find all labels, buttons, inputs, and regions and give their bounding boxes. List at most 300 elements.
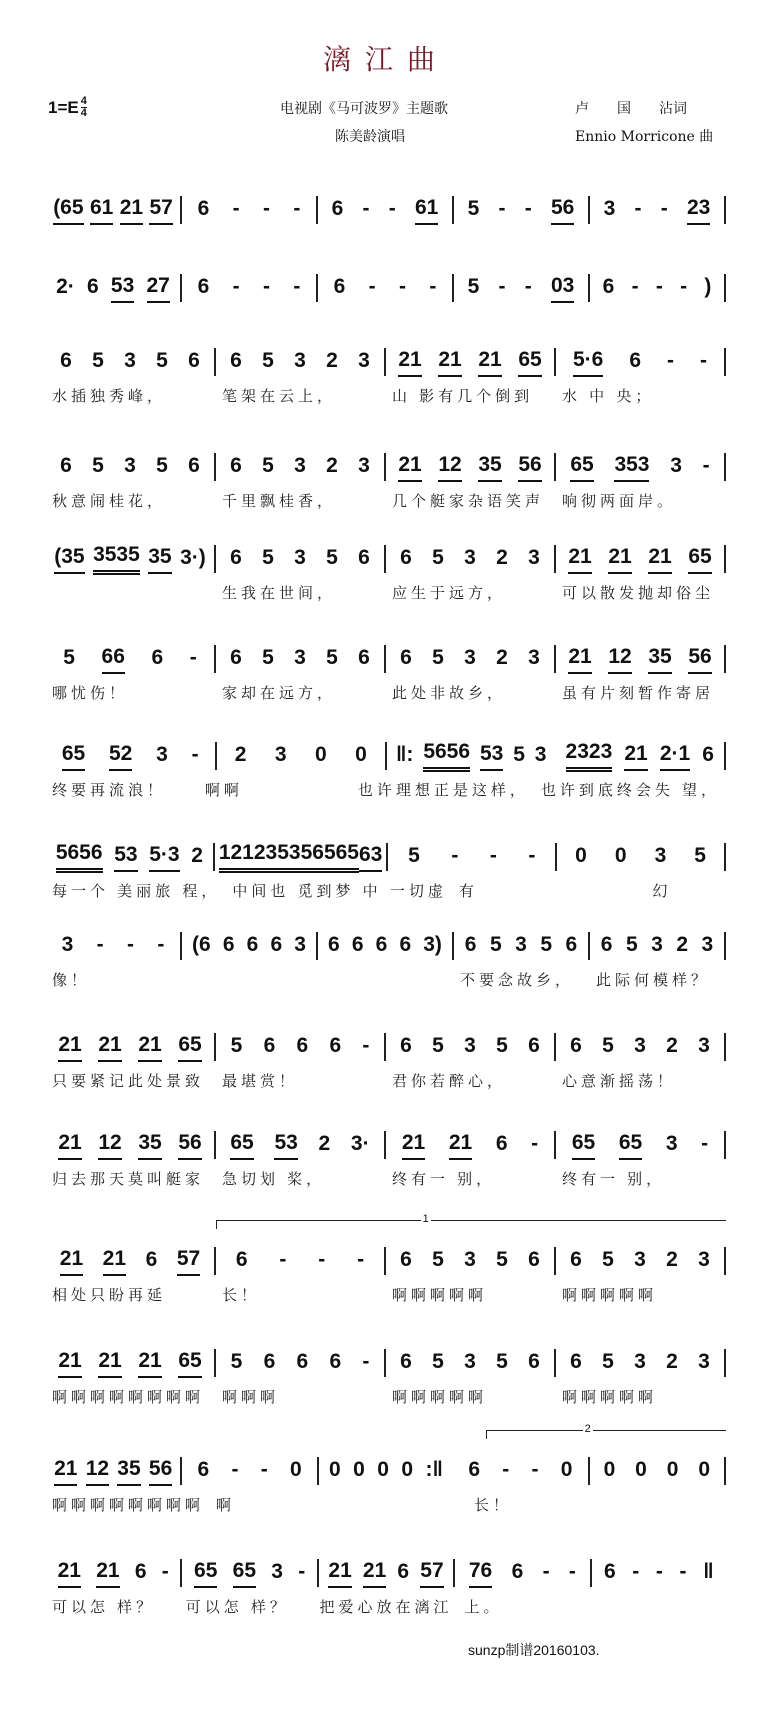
note-group: 65 xyxy=(62,742,85,771)
note-group: 0 xyxy=(575,843,587,867)
note-group: - xyxy=(231,1457,239,1481)
measure xyxy=(46,453,216,481)
note-group: 6 xyxy=(358,645,370,669)
note-group: 5·6 xyxy=(573,348,603,377)
measure xyxy=(46,348,216,376)
score-row xyxy=(46,452,726,511)
measure xyxy=(215,843,389,871)
note-group: 3535 xyxy=(93,543,140,575)
note-group: 6 xyxy=(331,196,344,220)
measure-lyric: 只要紧记此处景致 xyxy=(52,1073,205,1090)
lyrics-line xyxy=(46,582,726,603)
note-group: ) xyxy=(704,274,712,298)
note-group: 57 xyxy=(177,1247,200,1276)
note-group: 12 xyxy=(608,645,631,674)
note-group: - xyxy=(667,348,674,372)
lyrics-line xyxy=(46,1596,726,1617)
note-group: 3 xyxy=(670,453,682,477)
note-group: - xyxy=(293,274,301,298)
note-group: 6 xyxy=(296,1033,309,1057)
note-group: 6 xyxy=(570,1247,582,1271)
note-group: 21 xyxy=(98,1349,121,1378)
measure xyxy=(387,742,556,770)
note-group: 3 xyxy=(651,932,663,956)
note-group: 2· xyxy=(56,274,75,298)
note-group: 65 xyxy=(518,348,541,377)
note-group: 6 xyxy=(270,932,283,956)
score-row xyxy=(46,644,726,703)
note-group: - xyxy=(362,1349,370,1373)
measure xyxy=(182,274,318,302)
note-group: 6565 xyxy=(312,841,359,873)
measure xyxy=(455,1559,591,1587)
measure xyxy=(318,274,454,302)
notes-line xyxy=(46,644,726,674)
measure-lyric xyxy=(182,969,318,990)
note-group: - xyxy=(318,1247,326,1271)
note-group: 56 xyxy=(688,645,711,674)
note-group: - xyxy=(357,1247,365,1271)
note-group: 3 xyxy=(464,645,476,669)
note-group: - xyxy=(298,1559,306,1583)
note-group: 21 xyxy=(648,545,671,574)
note-group: 3 xyxy=(701,932,714,956)
note-group: 35 xyxy=(478,453,501,482)
note-group: - xyxy=(498,196,506,220)
note-group: - xyxy=(263,196,270,220)
note-group: 03 xyxy=(551,274,574,303)
measure-lyric: 啊 xyxy=(216,1497,236,1514)
note-group: 5 xyxy=(602,1247,614,1271)
note-group: 3 xyxy=(464,1247,476,1271)
note-group: 53 xyxy=(480,742,503,771)
note-group: 5 xyxy=(432,545,444,569)
note-group: 12 xyxy=(438,453,461,482)
measure-lyric: 啊啊啊啊啊啊啊啊 xyxy=(52,1389,205,1406)
note-group: 3 xyxy=(294,453,306,477)
note-group: 21 xyxy=(58,1559,81,1588)
note-group: 3 xyxy=(358,453,370,477)
measure-lyric: 中间也 觅到梦 中 一切虚 xyxy=(232,883,447,900)
note-group: 21 xyxy=(138,1349,161,1378)
note-group: 21 xyxy=(58,1131,81,1160)
note-group: - xyxy=(542,1559,550,1583)
subtitle: 电视剧《马可波罗》主题歌 xyxy=(280,101,448,117)
note-group: - xyxy=(531,1131,539,1155)
note-group: 21 xyxy=(449,1131,472,1160)
note-group: 6 xyxy=(329,1033,342,1057)
note-group: 56 xyxy=(551,196,574,225)
note-group: 65 xyxy=(178,1033,201,1062)
note-group: 3 xyxy=(124,348,136,372)
measure xyxy=(216,1247,386,1275)
lyrics-line xyxy=(46,1168,726,1189)
note-group: 35 xyxy=(148,545,171,574)
note-group: 6 xyxy=(400,545,412,569)
note-group: 3 xyxy=(464,545,476,569)
note-group: - xyxy=(524,196,532,220)
measure-lyric: 可以怎 样？ xyxy=(52,1599,156,1616)
measure xyxy=(556,1247,726,1275)
measure-lyric: 生我在世间， xyxy=(222,585,337,602)
measure-lyric xyxy=(339,1494,468,1515)
measure-lyric: 幻 xyxy=(595,883,672,900)
note-group: - xyxy=(631,274,639,298)
measure xyxy=(556,742,727,770)
note-group: 0 xyxy=(614,843,627,867)
note-group: 12 xyxy=(86,1457,109,1486)
note-group: 65 xyxy=(233,1559,256,1588)
note-group: :‖ xyxy=(425,1457,443,1481)
footer-credit: sunzp制谱20160103. xyxy=(468,1642,600,1658)
note-group: - xyxy=(161,1559,169,1583)
measure xyxy=(182,1559,318,1587)
measure-lyric: 秋意闹桂花， xyxy=(52,493,167,510)
note-group: 6 xyxy=(230,453,242,477)
measure-lyric: 也许到底终会失 望， xyxy=(540,782,720,799)
note-group: 6 xyxy=(358,545,370,569)
note-group: 3 xyxy=(634,1349,646,1373)
volta-bracket xyxy=(486,1423,726,1439)
note-group: 0 xyxy=(314,742,327,766)
measure-lyric: 心意渐摇荡！ xyxy=(562,1073,677,1090)
note-group: - xyxy=(524,274,532,298)
notes-line xyxy=(46,1032,726,1062)
notes-line xyxy=(46,1246,726,1276)
note-group: 0 xyxy=(635,1457,647,1481)
measure-lyric: 几个艇家杂语笑声 xyxy=(392,493,545,510)
note-group: - xyxy=(451,843,459,867)
note-group: 21 xyxy=(402,1131,425,1160)
note-group: - xyxy=(680,274,688,298)
note-group: 35 xyxy=(648,645,671,674)
lyrics-line xyxy=(46,969,726,990)
note-group: 5 xyxy=(156,348,168,372)
note-group: 21 xyxy=(624,742,647,771)
note-group: 6 xyxy=(145,1247,158,1271)
note-group: 5 xyxy=(467,196,480,220)
note-group: 21 xyxy=(60,1247,83,1276)
note-group: 6 xyxy=(603,1559,616,1583)
key-signature xyxy=(48,96,87,119)
volta-number: 1 xyxy=(422,1213,429,1225)
note-group: 6 xyxy=(375,932,388,956)
note-group: 5 xyxy=(92,348,104,372)
score-row xyxy=(46,1032,726,1091)
note-group: 6 xyxy=(528,1247,540,1271)
note-group: 3 xyxy=(294,932,306,956)
note-group: 56 xyxy=(518,453,541,482)
note-group: 6 xyxy=(60,348,72,372)
measure-lyric: 哪忧伤！ xyxy=(52,685,129,702)
measure-lyric: 最堪赏！ xyxy=(222,1073,299,1090)
measure-lyric: 水插独秀峰， xyxy=(52,388,167,405)
note-group: 5 xyxy=(156,453,168,477)
note-group: 2 xyxy=(326,348,338,372)
note-group: 3 xyxy=(294,545,306,569)
note-group: 21 xyxy=(363,1559,386,1588)
note-group: 5 xyxy=(489,932,502,956)
note-group: 3 xyxy=(294,348,306,372)
note-group: 57 xyxy=(149,196,172,225)
singer: 陈美龄演唱 xyxy=(335,129,405,145)
measure-lyric: 终有一 别， xyxy=(562,1171,666,1188)
note-group: 2 xyxy=(676,932,688,956)
note-group: 65 xyxy=(688,545,711,574)
measure xyxy=(556,1349,726,1377)
note-group: 21 xyxy=(58,1033,81,1062)
lyrics-line xyxy=(46,779,726,800)
note-group: 6 xyxy=(230,645,242,669)
note-group: 2 xyxy=(496,645,508,669)
note-group: 23 xyxy=(687,196,710,225)
note-group: 6 xyxy=(188,453,200,477)
note-group: 3 xyxy=(274,742,287,766)
measure xyxy=(590,1457,726,1485)
note-group: - xyxy=(279,1247,287,1271)
score-row xyxy=(46,842,726,901)
note-group: - xyxy=(489,843,497,867)
note-group: 3 xyxy=(634,1033,646,1057)
note-group: 6 xyxy=(296,1349,309,1373)
note-group: 52 xyxy=(109,742,132,771)
note-group: 5 xyxy=(326,645,338,669)
note-group: 21 xyxy=(98,1033,121,1062)
note-group: 5 xyxy=(262,348,274,372)
note-group: 3 xyxy=(61,932,74,956)
note-group: 6 xyxy=(570,1033,582,1057)
measure xyxy=(182,1457,318,1485)
measure-lyric: 不要念故乡， xyxy=(460,972,575,989)
measure-lyric: 终要再流浪！ xyxy=(52,782,167,799)
note-group: - xyxy=(232,196,240,220)
note-group: ‖ xyxy=(703,1559,714,1583)
note-group: 6 xyxy=(197,274,210,298)
note-group: 21 xyxy=(96,1559,119,1588)
note-group: 0 xyxy=(353,1457,365,1481)
measure xyxy=(46,1033,216,1061)
notes-line xyxy=(46,1558,726,1588)
volta-bracket xyxy=(216,1213,726,1229)
note-group: 6 xyxy=(222,932,235,956)
lyrics-line xyxy=(46,1284,726,1305)
measure-lyric: 长！ xyxy=(222,1287,261,1304)
score-title: 漓江曲 xyxy=(322,43,449,76)
measure-lyric: 水 中 央； xyxy=(562,388,655,405)
note-group: 6 xyxy=(197,196,210,220)
note-group: 61 xyxy=(90,196,113,225)
note-group: - xyxy=(531,1457,539,1481)
note-group: 3 xyxy=(698,1033,710,1057)
note-group: - xyxy=(189,645,197,669)
measure xyxy=(556,453,726,481)
note-group: 1212 xyxy=(219,841,266,873)
measure xyxy=(318,196,454,224)
note-group: 6 xyxy=(351,932,364,956)
note-group: 5656 xyxy=(423,740,470,772)
measure xyxy=(386,348,556,376)
score-row xyxy=(46,195,726,233)
note-group: - xyxy=(528,843,536,867)
measure xyxy=(386,545,556,573)
note-group: 5 xyxy=(432,1247,444,1271)
note-group: 21 xyxy=(568,545,591,574)
note-group: 3535 xyxy=(266,841,313,873)
note-group: - xyxy=(157,932,165,956)
note-group: 0 xyxy=(401,1457,414,1481)
note-group: 5 xyxy=(513,742,525,766)
time-sig-bottom: 4 xyxy=(80,107,87,119)
measure xyxy=(46,645,216,673)
note-group: - xyxy=(293,196,301,220)
note-group: 5 xyxy=(694,843,706,867)
measure xyxy=(319,1457,453,1485)
note-group: 21 xyxy=(120,196,143,225)
measure xyxy=(386,645,556,673)
measure xyxy=(216,1033,386,1061)
note-group: 65 xyxy=(230,1131,253,1160)
measure-lyric: 啊啊啊 xyxy=(222,1389,280,1406)
note-group: 6 xyxy=(602,274,615,298)
measure xyxy=(46,196,182,224)
measure xyxy=(556,645,726,673)
measure xyxy=(46,545,216,573)
measure xyxy=(216,453,386,481)
measure-lyric: 急切划 桨， xyxy=(222,1171,326,1188)
note-group: 3 xyxy=(464,1349,476,1373)
note-group: 5 xyxy=(540,932,552,956)
measure xyxy=(454,196,590,224)
note-group: - xyxy=(127,932,134,956)
note-group: 2 xyxy=(666,1349,678,1373)
measure-lyric: 虽有片刻暂作寄居 xyxy=(562,685,715,702)
notes-line xyxy=(46,273,726,303)
notes-line xyxy=(46,741,726,771)
notes-line xyxy=(46,195,726,225)
measure-lyric: 长！ xyxy=(474,1497,513,1514)
note-group: 6 xyxy=(263,1349,276,1373)
note-group: 6 xyxy=(600,932,613,956)
lyrics-line xyxy=(46,880,726,901)
note-group: - xyxy=(368,274,376,298)
measure xyxy=(216,645,386,673)
note-group: 3 xyxy=(698,1349,710,1373)
notes-line xyxy=(46,544,726,574)
note-group: 27 xyxy=(147,274,170,303)
measure-lyric: 啊啊 xyxy=(204,782,243,799)
note-group: 5 xyxy=(602,1349,614,1373)
measure-lyric xyxy=(46,582,216,603)
measure xyxy=(216,348,386,376)
note-group: - xyxy=(655,1559,663,1583)
note-group: 353 xyxy=(614,453,649,482)
measure-lyric: 应生于远方， xyxy=(392,585,507,602)
measure-lyric xyxy=(597,1494,726,1515)
note-group: 5 xyxy=(432,645,444,669)
notes-line xyxy=(46,931,726,961)
note-group: 6 xyxy=(333,274,346,298)
note-group: 3 xyxy=(698,1247,710,1271)
measure-lyric: 啊啊啊啊啊 xyxy=(562,1287,658,1304)
notes-line xyxy=(46,1130,726,1160)
note-group: 65 xyxy=(572,1131,595,1160)
note-group: 3 xyxy=(271,1559,283,1583)
measure-lyric: 终有一 别， xyxy=(392,1171,496,1188)
note-group: 3 xyxy=(634,1247,646,1271)
measure-lyric: 家却在远方， xyxy=(222,685,337,702)
measure xyxy=(216,1131,386,1159)
note-group: 5·3 xyxy=(149,843,179,872)
note-group: ‖: xyxy=(395,742,414,766)
measure-lyric: 归去那天莫叫艇家 xyxy=(52,1171,205,1188)
measure xyxy=(182,196,318,224)
note-group: 5 xyxy=(625,932,638,956)
notes-line xyxy=(46,1348,726,1378)
note-group: 21 xyxy=(58,1349,81,1378)
note-group: 6 xyxy=(197,1457,210,1481)
note-group: 5 xyxy=(326,545,338,569)
measure xyxy=(46,932,182,960)
note-group: 6 xyxy=(230,545,242,569)
note-group: 65 xyxy=(619,1131,642,1160)
measure-lyric: 啊啊啊啊啊 xyxy=(392,1389,488,1406)
note-group: 5 xyxy=(496,1033,508,1057)
note-group: - xyxy=(191,742,199,766)
note-group: 21 xyxy=(398,453,421,482)
lyrics-line xyxy=(46,682,726,703)
note-group: - xyxy=(498,274,506,298)
measure xyxy=(556,348,726,376)
measure-lyric: 像！ xyxy=(52,972,91,989)
note-group: 3 xyxy=(654,843,667,867)
score-row xyxy=(46,1348,726,1407)
note-group: - xyxy=(702,453,710,477)
time-sig-top: 4 xyxy=(80,95,87,107)
note-group: - xyxy=(362,1033,370,1057)
lyricist: 卢 国 沾词 xyxy=(575,101,687,117)
measure-lyric xyxy=(592,1596,726,1617)
score-row xyxy=(46,347,726,406)
note-group: 0 xyxy=(355,742,367,766)
measure xyxy=(216,1349,386,1377)
note-group: - xyxy=(263,274,270,298)
note-group: 6 xyxy=(565,932,578,956)
lyrics-line xyxy=(46,1386,726,1407)
note-group: 21 xyxy=(478,348,501,377)
score-row xyxy=(46,273,726,311)
score-row xyxy=(46,1130,726,1189)
note-group: 2 xyxy=(191,843,203,867)
measure xyxy=(590,932,726,960)
note-group: 5 xyxy=(408,843,420,867)
note-group: 6 xyxy=(570,1349,582,1373)
measure xyxy=(592,1559,726,1587)
note-group: 5 xyxy=(262,645,274,669)
lyrics-line xyxy=(46,490,726,511)
note-group: 21 xyxy=(568,645,591,674)
note-group: 6 xyxy=(629,348,642,372)
note-group: 3 xyxy=(358,348,370,372)
note-group: 53 xyxy=(114,843,137,872)
note-group: 5 xyxy=(262,453,274,477)
note-group: (35 xyxy=(54,545,84,574)
measure xyxy=(556,545,726,573)
note-group: 6 xyxy=(464,932,477,956)
measure xyxy=(590,196,726,224)
note-group: 6 xyxy=(399,932,412,956)
measure xyxy=(557,843,726,871)
measure xyxy=(386,1349,556,1377)
